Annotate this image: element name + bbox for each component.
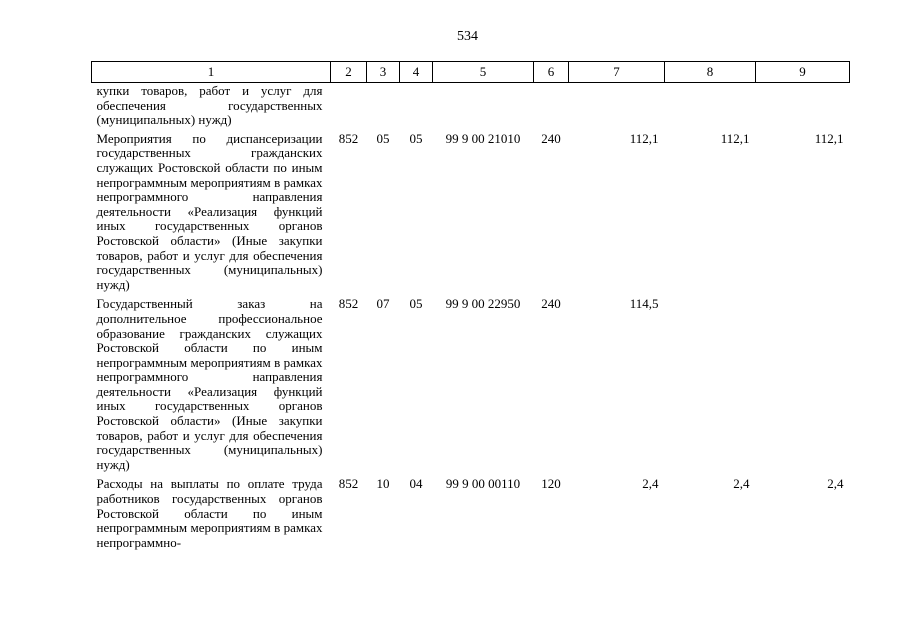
cell-amount-col9 (756, 297, 850, 477)
table-header-row (92, 62, 850, 83)
cell-section (367, 83, 400, 132)
row-description: Расходы на выплаты по оплате труда работников государственных органов Ростовской области по иным непрограммным мероприятиям в рамках непрограммно- (96, 476, 323, 550)
cell-section: 07 (376, 296, 390, 312)
cell-target-article: 99 9 00 22950 (445, 296, 521, 312)
cell-amount-col9: 112,1 (814, 130, 844, 146)
cell-amount-col7: 112,1 (629, 130, 659, 146)
cell-subsection (400, 83, 433, 132)
cell-amount-col7 (569, 83, 665, 132)
cell-subsection: 04 (409, 476, 423, 492)
row-description: Мероприятия по диспансеризации государственных гражданских служащих Ростовской области по иным непрограммным мероприятиям в рамках непрограммного направления деятельности «Реализация функций иных государственных органов Ростовской области» (Иные закупки товаров, работ и услуг для обеспечения государственных (муниципальных) нужд) (96, 130, 323, 292)
column-header: 4 (400, 62, 433, 83)
cell-amount-col8 (665, 83, 756, 132)
cell-expense-type: 240 (541, 296, 561, 312)
cell-amount-col8 (665, 297, 756, 477)
column-header: 6 (534, 62, 569, 83)
cell-target-article: 99 9 00 00110 (445, 476, 521, 492)
cell-expense-type: 120 (541, 476, 561, 492)
cell-target-article (433, 83, 534, 132)
cell-expense-type: 240 (541, 130, 561, 146)
row-description: Государственный заказ на дополнительное профессиональное образование гражданских служащих Ростовской области по иным непрограммным мероприятиям в рамках непрограммного направления деятельности «Реализация функций иных государственных органов Ростовской области» (Иные закупки товаров, работ и услуг для обеспечения государственных (муниципальных) нужд) (96, 296, 323, 472)
column-header: 8 (665, 62, 756, 83)
column-header: 2 (331, 62, 367, 83)
cell-ministry-code: 852 (338, 296, 359, 312)
column-header: 7 (569, 62, 665, 83)
cell-ministry-code (331, 83, 367, 132)
cell-amount-col9 (756, 83, 850, 132)
budget-table (91, 61, 850, 555)
table-row (92, 297, 850, 477)
table-row (92, 132, 850, 298)
column-header: 9 (756, 62, 850, 83)
cell-amount-col7: 2,4 (642, 476, 659, 492)
column-header: 1 (92, 62, 331, 83)
table-row (92, 83, 850, 132)
row-description: купки товаров, работ и услуг для обеспечения государственных (муниципальных) нужд) (96, 83, 323, 128)
cell-amount-col9: 2,4 (827, 476, 844, 492)
cell-expense-type (534, 83, 569, 132)
cell-ministry-code: 852 (338, 130, 359, 146)
cell-subsection: 05 (409, 296, 423, 312)
cell-target-article: 99 9 00 21010 (445, 130, 521, 146)
page-number: 534 (457, 29, 478, 44)
table-row (92, 477, 850, 555)
cell-subsection: 05 (409, 130, 423, 146)
cell-amount-col8: 112,1 (720, 130, 750, 146)
column-header: 3 (367, 62, 400, 83)
cell-section: 05 (376, 130, 390, 146)
cell-ministry-code: 852 (338, 476, 359, 492)
cell-amount-col7: 114,5 (629, 296, 659, 312)
cell-section: 10 (376, 476, 390, 492)
cell-amount-col8: 2,4 (733, 476, 750, 492)
column-header: 5 (433, 62, 534, 83)
